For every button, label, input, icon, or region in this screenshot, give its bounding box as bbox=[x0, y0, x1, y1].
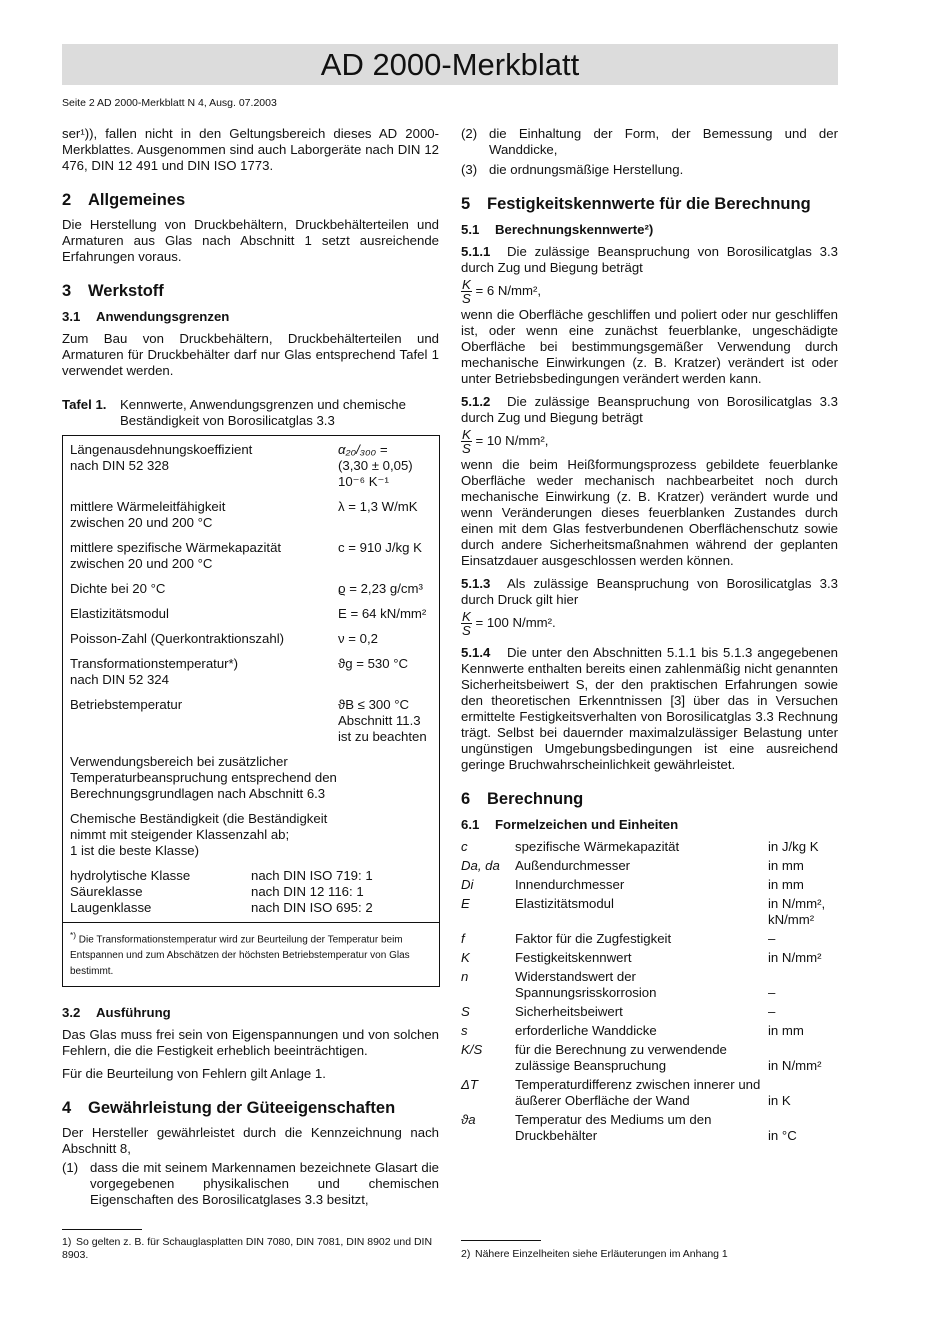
table-row: E Elastizitätsmodul in N/mm², kN/mm² bbox=[461, 896, 826, 927]
section-4-text: Der Hersteller gewährleistet durch die Kennzeichnung nach Abschnitt 8, bbox=[62, 1125, 439, 1157]
section-3-2-heading: 3.2 Ausführung bbox=[62, 1005, 171, 1021]
section-3-1-heading: 3.1 Anwendungsgrenzen bbox=[62, 309, 230, 324]
table-row: mittlere Wärmeleitfähigkeit zwischen 20 und 200 °C λ = 1,3 W/mK bbox=[70, 499, 418, 530]
left-column bbox=[62, 126, 439, 1212]
section-2-heading: 2 Allgemeines bbox=[62, 191, 186, 209]
table-row: K/S für die Berechnung zu verwendende zulässige Beanspruchung in N/mm² bbox=[461, 1042, 822, 1073]
page-subhead: Seite 2 AD 2000-Merkblatt N 4, Ausg. 07.2003 bbox=[62, 97, 277, 109]
section-3-2-text: Das Glas muss frei sein von Eigenspannungen und von solchen Fehlern, die die Festigkeit erheblich beeinträchtigen. bbox=[62, 1027, 439, 1059]
table-row: f Faktor für die Zugfestigkeit – bbox=[461, 931, 776, 946]
section-5-1-2-text: 5.1.2 Die zulässige Beanspruchung von Borosilicatglas 3.3 durch Zug und Biegung beträgt bbox=[461, 394, 838, 425]
table-row: Elastizitätsmodul E = 64 kN/mm² bbox=[70, 606, 427, 621]
table-row: Betriebstemperatur ϑB ≤ 300 °C Abschnitt 11.3 ist zu beachten bbox=[70, 697, 427, 744]
footnote-1: 1) So gelten z. B. für Schauglasplatten DIN 7080, DIN 7081, DIN 8902 und DIN 8903. bbox=[62, 1236, 433, 1261]
table-row: mittlere spezifische Wärmekapazität zwischen 20 und 200 °C c = 910 J/kg K bbox=[70, 540, 422, 571]
table-row: K Festigkeitskennwert in N/mm² bbox=[461, 950, 822, 965]
section-3-heading: 3 Werkstoff bbox=[62, 282, 164, 300]
formula-5-1-1: $\frac{K}{S}$ = 6 N/mm², bbox=[462, 277, 542, 306]
table-row: n Widerstandswert der Spannungsrisskorrosion – bbox=[461, 969, 776, 1000]
table-row: Dichte bei 20 °C ϱ = 2,23 g/cm³ bbox=[70, 581, 423, 596]
footnote-divider bbox=[62, 1229, 142, 1230]
table-row: Chemische Beständigkeit (die Beständigkeit nimmt mit steigender Klassenzahl ab; 1 ist die beste Klasse) bbox=[70, 811, 328, 858]
section-5-1-1-after: wenn die Oberfläche geschliffen und poliert oder nur geschliffen ist, oder wenn eine zunächst feuerblanke, ungeschädigte Oberfläche bei bestimmungsgemäßer Verwendung durch mechanische Einwirkungen (z. B. Kratzer) verändert ist oder unter Betriebsbedingungen verändert werden kann. bbox=[461, 307, 838, 386]
footnote-2: 2) Nähere Einzelheiten siehe Erläuterungen im Anhang 1 bbox=[461, 1248, 728, 1260]
section-2-text: Die Herstellung von Druckbehältern, Druckbehälterteilen und Armaturen aus Glas nach Abschnitt 1 setzt ausreichende Erfahrungen voraus. bbox=[62, 217, 439, 264]
table-caption: Tafel 1. Kennwerte, Anwendungsgrenzen und chemische Beständigkeit von Borosilicatglas 3.3 bbox=[62, 397, 406, 428]
table-row: s erforderliche Wanddicke in mm bbox=[461, 1023, 804, 1038]
section-5-1-4-text: 5.1.4 Die unter den Abschnitten 5.1.1 bis 5.1.3 angegebenen Kennwerte enthalten bereits einen zahlenmäßig nicht genannten Sicherheitsbeiwert S, der den praktischen Erfahrungen sowie den theoretischen Erkenntnissen [3] über das in Versuchen ermittelte Festigkeitsverhalten von Borosilicatglas 3.3 Rechnung trägt. Selbst bei dauernder maximalzulässiger Belastung unter ungünstigen Umgebungsbedingungen ist eine ausreichend geringe Bruchwahrscheinlichkeit gewährleistet. bbox=[461, 645, 838, 772]
section-5-1-2-after: wenn die beim Heißformungsprozess gebildete feuerblanke Oberfläche weder mechanisch nachbearbeitet noch durch mechanische Einwirkung (z. B. Kratzer) verändert wurde und wenn Veränderungen dieses feuerblanken Zustandes durch einen mit dem Glas festverbundenen Oberflächenschutz sowie durch andere Sicherheitsmaßnahmen während der geplanten Einsatzdauer ausgeschlossen werden können. bbox=[461, 457, 838, 568]
section-5-1-1-text: 5.1.1 Die zulässige Beanspruchung von Borosilicatglas 3.3 durch Zug und Biegung beträgt bbox=[461, 244, 838, 275]
section-5-heading: 5 Festigkeitskennwerte für die Berechnung bbox=[461, 195, 811, 213]
table-row: ΔT Temperaturdifferenz zwischen innerer und äußerer Oberfläche der Wand in K bbox=[461, 1077, 791, 1108]
formula-5-1-3: $\frac{K}{S}$ = 100 N/mm². bbox=[462, 609, 556, 638]
section-5-1-heading: 5.1 Berechnungskennwerte²) bbox=[461, 222, 654, 237]
intro-paragraph: ser¹)), fallen nicht in den Geltungsbereich dieses AD 2000-Merkblattes. Ausgenommen sind auch Laborgeräte nach DIN 12 476, DIN 12 491 und DIN ISO 1773. bbox=[62, 126, 439, 173]
table-row: S Sicherheitsbeiwert – bbox=[461, 1004, 776, 1019]
table-row: Verwendungsbereich bei zusätzlicher Temperaturbeanspruchung entsprechend den Berechnungsgrundlagen nach Abschnitt 6.3 bbox=[70, 754, 337, 801]
section-3-2-text-2: Für die Beurteilung von Fehlern gilt Anlage 1. bbox=[62, 1066, 326, 1082]
table-row: Transformationstemperatur*) nach DIN 52 324 ϑg = 530 °C bbox=[70, 656, 409, 687]
table-row: Di Innendurchmesser in mm bbox=[461, 877, 804, 892]
formula-5-1-2: $\frac{K}{S}$ = 10 N/mm², bbox=[462, 427, 549, 456]
right-column bbox=[461, 126, 838, 1147]
section-6-1-heading: 6.1 Formelzeichen und Einheiten bbox=[461, 817, 679, 832]
document-header: AD 2000-Merkblatt bbox=[62, 44, 838, 85]
section-5-1-3-text: 5.1.3 Als zulässige Beanspruchung von Borosilicatglas 3.3 durch Druck gilt hier bbox=[461, 576, 838, 607]
table-row: Poisson-Zahl (Querkontraktionszahl) ν = 0,2 bbox=[70, 631, 378, 646]
list-item: (3) die ordnungsmäßige Herstellung. bbox=[461, 162, 684, 177]
symbols-table bbox=[461, 839, 838, 1147]
section-4-heading: 4 Gewährleistung der Güteeigenschaften bbox=[62, 1099, 396, 1118]
section-6-heading: 6 Berechnung bbox=[461, 790, 584, 808]
section-3-1-text: Zum Bau von Druckbehältern, Druckbehälterteilen und Armaturen für Druckbehälter darf nur Glas entsprechend Tafel 1 verwendet werden. bbox=[62, 331, 439, 378]
table-row: Da, da Außendurchmesser in mm bbox=[461, 858, 804, 873]
table-row: Längenausdehnungskoeffizient nach DIN 52 328 α₂₀/₃₀₀ = (3,30 ± 0,05) 10⁻⁶ K⁻¹ bbox=[70, 442, 413, 489]
list-item: (2) die Einhaltung der Form, der Bemessung und der Wanddicke, bbox=[461, 126, 838, 157]
table-footnote: *) Die Transformationstemperatur wird zur Beurteilung der Temperatur beim Entspannen und zum Abschätzen der höchsten Betriebstemperatur von Glas bestimmt. bbox=[63, 923, 440, 987]
table-row: ϑa Temperatur des Mediums um den Druckbehälter in °C bbox=[461, 1112, 797, 1143]
footnote-divider bbox=[461, 1240, 541, 1241]
table-row: hydrolytische Klasse nach DIN ISO 719: 1 Säureklasse nach DIN 12 116: 1 Laugenklasse nach DIN ISO 695: 2 bbox=[70, 868, 373, 915]
properties-table bbox=[62, 435, 440, 987]
list-item: (1) dass die mit seinem Markennamen bezeichnete Glasart die vorgegebenen physikalischen und chemischen Eigenschaften des Borosilicatglases 3.3 besitzt, bbox=[62, 1160, 439, 1208]
table-row: c spezifische Wärmekapazität in J/kg K bbox=[461, 839, 819, 854]
